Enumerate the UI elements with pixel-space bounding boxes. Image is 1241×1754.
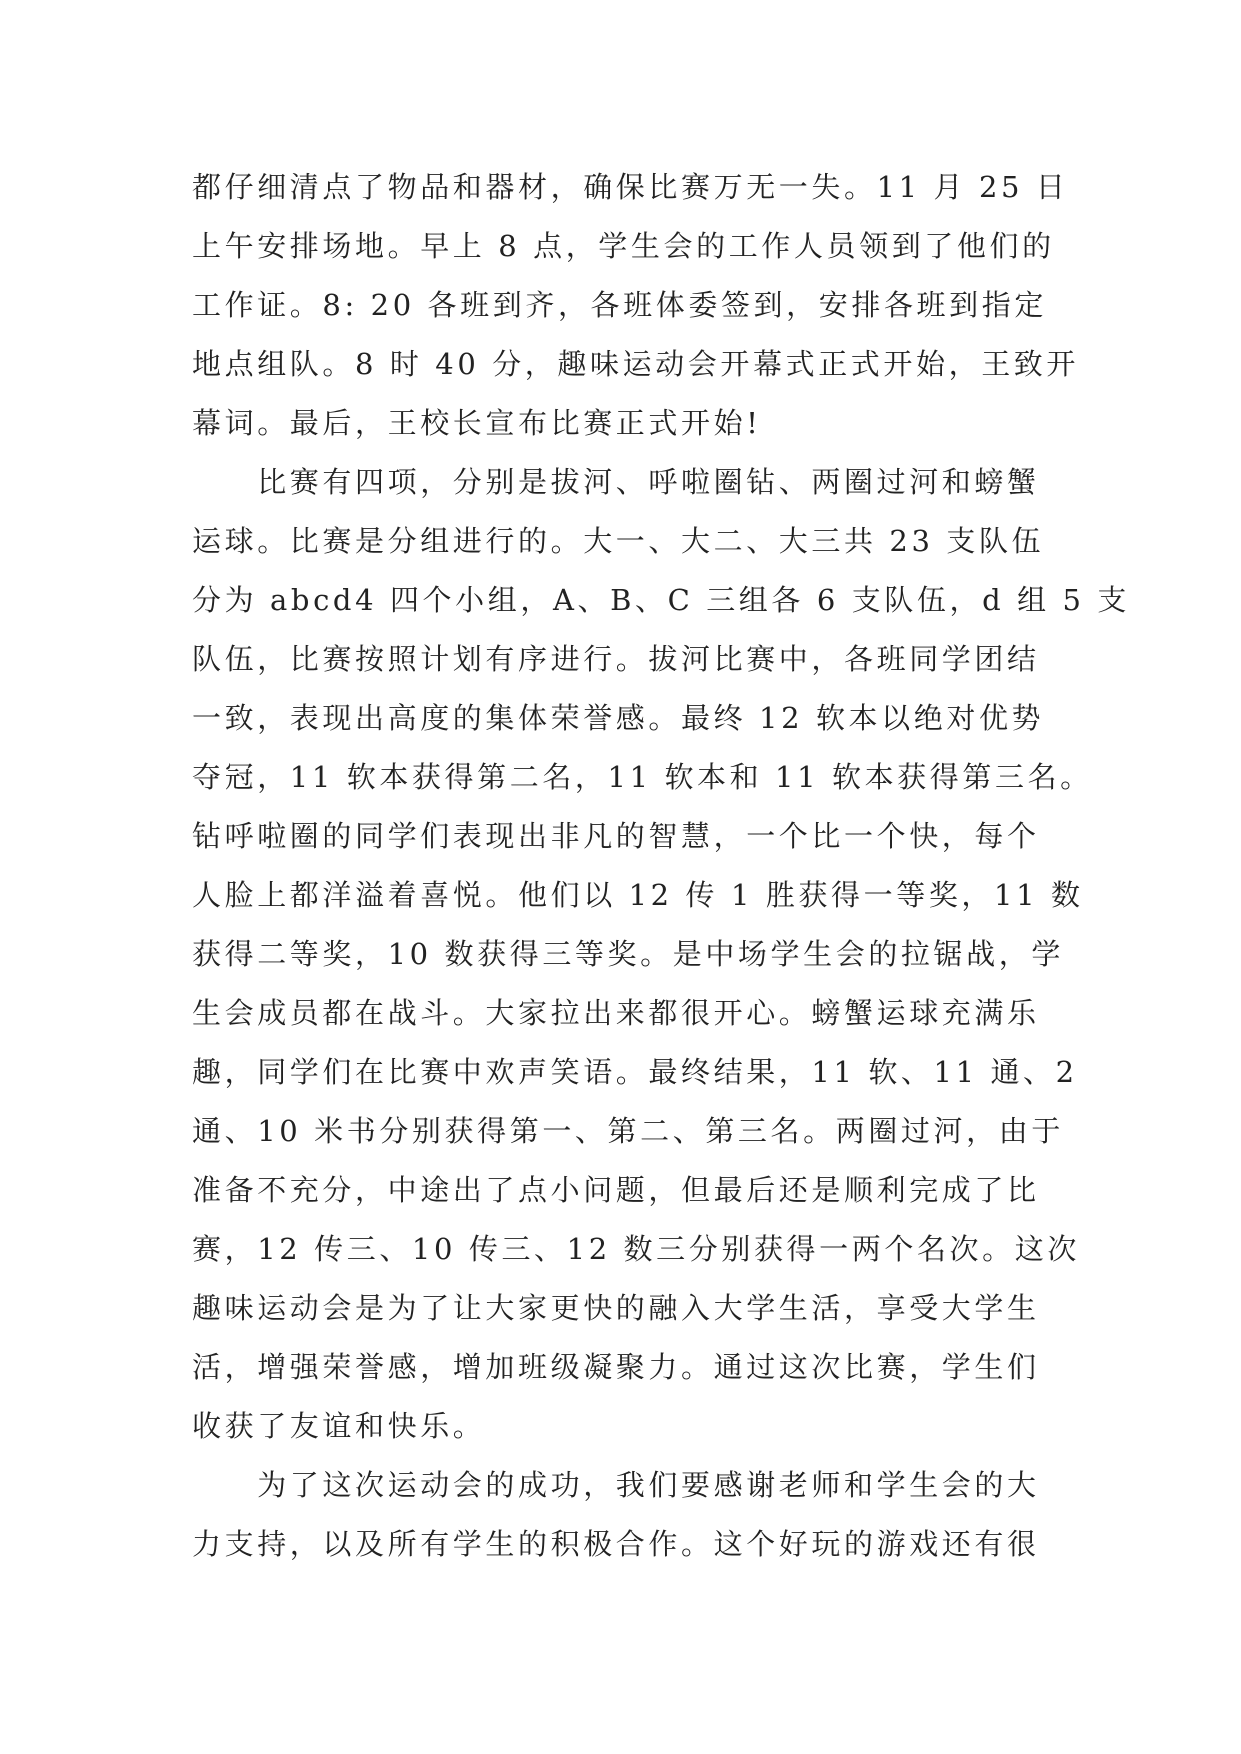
text-line: 都仔细清点了物品和器材，确保比赛万无一失。11 月 25 日 <box>192 170 1069 204</box>
text-line: 一致，表现出高度的集体荣誉感。最终 12 软本以绝对优势 <box>192 701 1045 735</box>
text-line: 人脸上都洋溢着喜悦。他们以 12 传 1 胜获得一等奖，11 数 <box>192 878 1084 912</box>
text-line: 工作证。8: 20 各班到齐，各班体委签到，安排各班到指定 <box>192 288 1047 322</box>
text-line: 准备不充分，中途出了点小问题，但最后还是顺利完成了比 <box>192 1173 1040 1207</box>
text-line: 夺冠，11 软本获得第二名，11 软本和 11 软本获得第三名。 <box>192 760 1093 794</box>
text-line: 收获了友谊和快乐。 <box>192 1409 486 1443</box>
text-line: 队伍，比赛按照计划有序进行。拔河比赛中，各班同学团结 <box>192 642 1040 676</box>
text-line: 赛，12 传三、10 传三、12 数三分别获得一两个名次。这次 <box>192 1232 1080 1266</box>
text-line: 比赛有四项，分别是拔河、呼啦圈钻、两圈过河和螃蟹 <box>192 465 1040 499</box>
text-line: 地点组队。8 时 40 分，趣味运动会开幕式正式开始，王致开 <box>192 347 1080 381</box>
text-line: 生会成员都在战斗。大家拉出来都很开心。螃蟹运球充满乐 <box>192 996 1040 1030</box>
text-line: 活，增强荣誉感，增加班级凝聚力。通过这次比赛，学生们 <box>192 1350 1040 1384</box>
body-text <box>192 158 1130 1574</box>
text-line: 为了这次运动会的成功，我们要感谢老师和学生会的大 <box>192 1468 1040 1502</box>
text-line: 通、10 米书分别获得第一、第二、第三名。两圈过河，由于 <box>192 1114 1064 1148</box>
text-line: 获得二等奖，10 数获得三等奖。是中场学生会的拉锯战，学 <box>192 937 1064 971</box>
text-line: 钻呼啦圈的同学们表现出非凡的智慧，一个比一个快，每个 <box>192 819 1040 853</box>
text-line: 分为 abcd4 四个小组，A、B、C 三组各 6 支队伍，d 组 5 支 <box>192 583 1130 617</box>
text-line: 力支持，以及所有学生的积极合作。这个好玩的游戏还有很 <box>192 1527 1040 1561</box>
text-line: 趣，同学们在比赛中欢声笑语。最终结果，11 软、11 通、2 <box>192 1055 1078 1089</box>
text-line: 幕词。最后，王校长宣布比赛正式开始! <box>192 406 762 440</box>
text-line: 运球。比赛是分组进行的。大一、大二、大三共 23 支队伍 <box>192 524 1045 558</box>
text-line: 上午安排场地。早上 8 点，学生会的工作人员领到了他们的 <box>192 229 1055 263</box>
text-line: 趣味运动会是为了让大家更快的融入大学生活，享受大学生 <box>192 1291 1040 1325</box>
